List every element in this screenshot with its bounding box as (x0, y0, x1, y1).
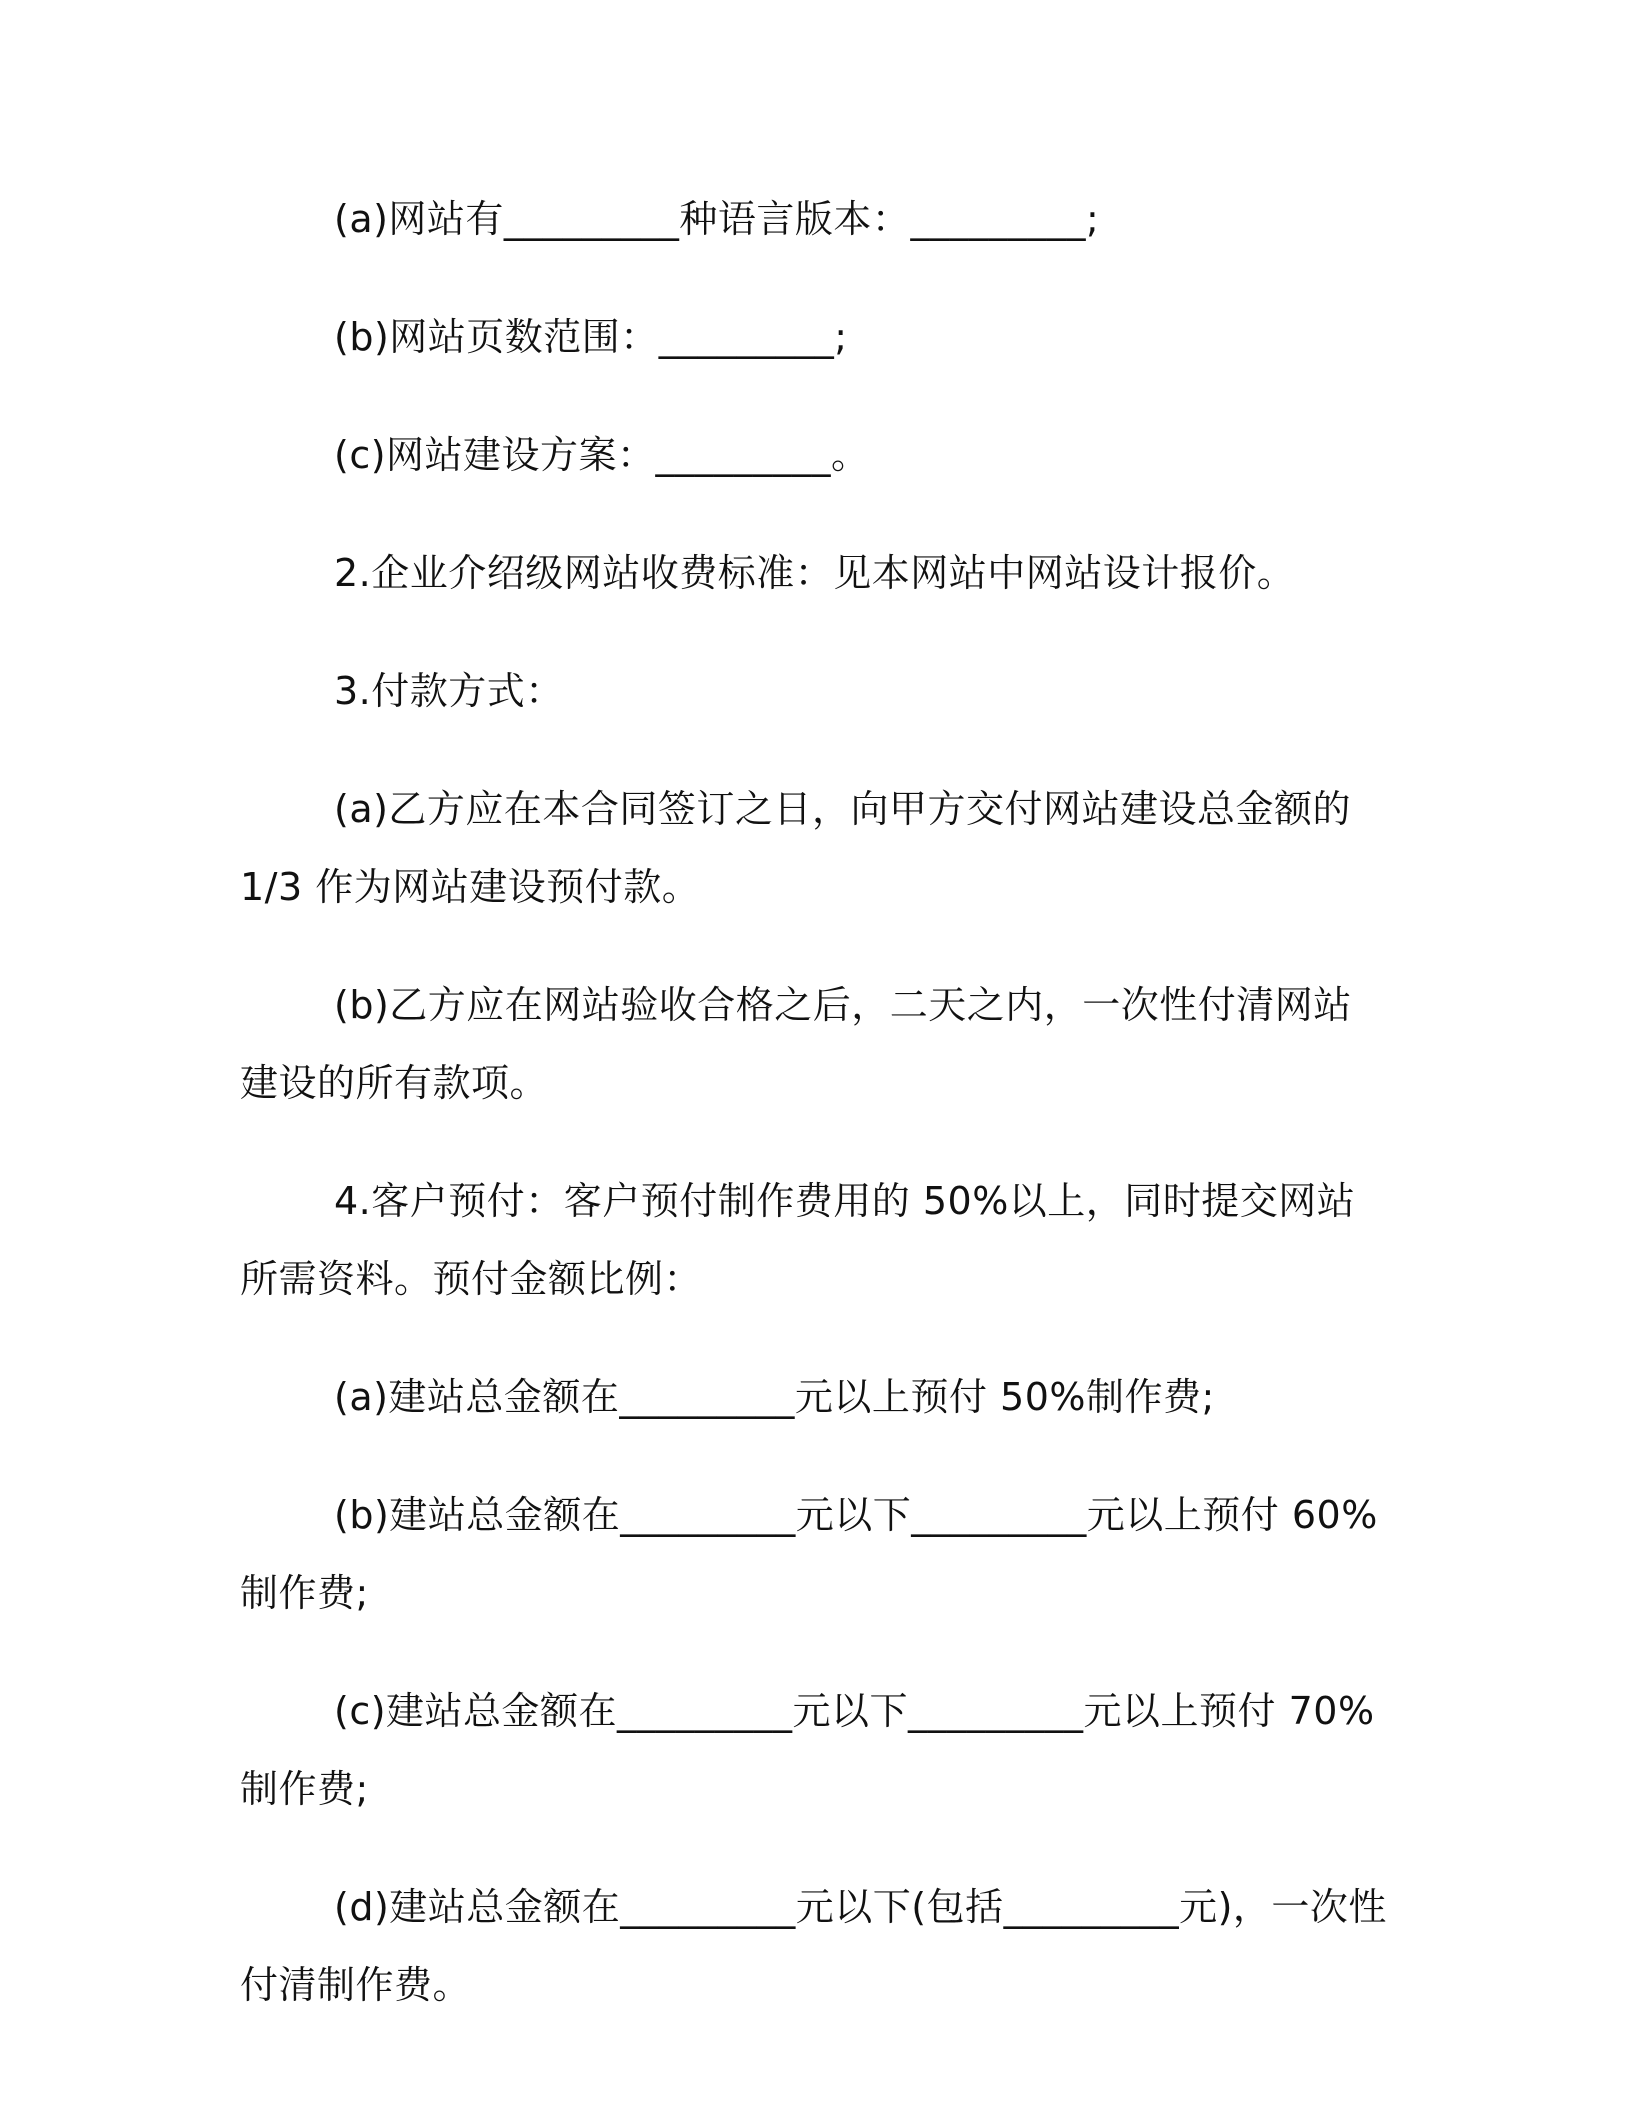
clause-b-page-range: (b)网站页数范围：_________; (334, 315, 848, 359)
clause-c-build-plan: (c)网站建设方案：_________。 (334, 433, 870, 477)
payment-clause-a: (a)乙方应在本合同签订之日，向甲方交付网站建设总金额的 1/3 作为网站建设预付款。 (240, 787, 1351, 909)
prepay-clause-c: (c)建站总金额在_________元以下_________元以上预付 70%制作费; (240, 1689, 1375, 1811)
document-body (240, 180, 1390, 2064)
section-3-payment-method: 3.付款方式： (334, 669, 564, 713)
section-2-fee-standard: 2.企业介绍级网站收费标准：见本网站中网站设计报价。 (334, 551, 1296, 595)
section-4-customer-prepayment: 4.客户预付：客户预付制作费用的 50%以上，同时提交网站所需资料。预付金额比例： (240, 1179, 1356, 1301)
clause-a-language-versions: (a)网站有_________种语言版本：_________; (334, 197, 1100, 241)
prepay-clause-d: (d)建站总金额在_________元以下(包括_________元)，一次性付清制作费。 (240, 1885, 1387, 2007)
prepay-clause-a: (a)建站总金额在_________元以上预付 50%制作费; (334, 1375, 1215, 1419)
prepay-clause-b: (b)建站总金额在_________元以下_________元以上预付 60%制作费; (240, 1493, 1378, 1615)
payment-clause-b: (b)乙方应在网站验收合格之后，二天之内，一次性付清网站建设的所有款项。 (240, 983, 1352, 1105)
